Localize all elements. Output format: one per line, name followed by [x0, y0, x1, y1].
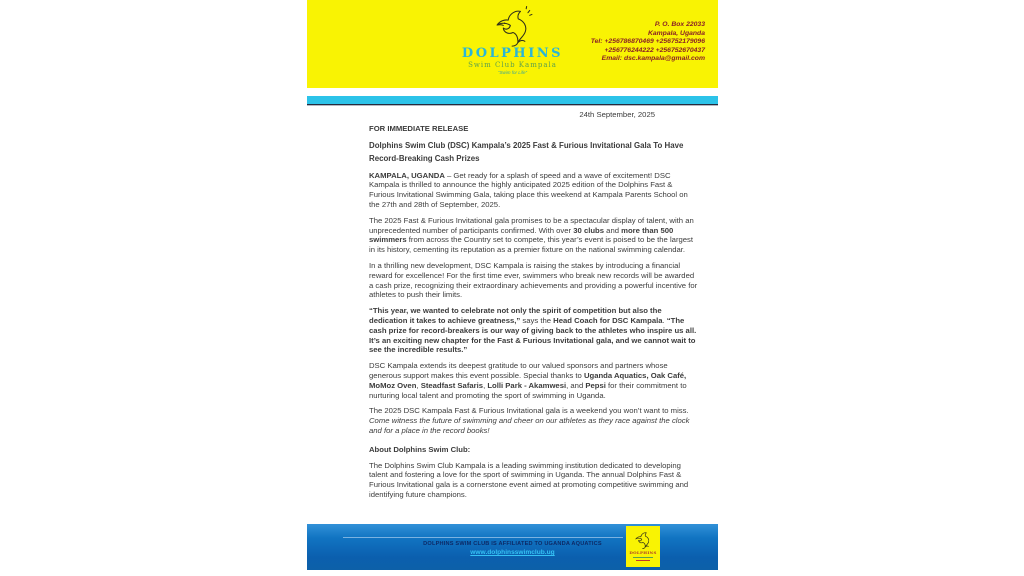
text-run: and [604, 225, 622, 235]
text-run: The 2025 Fast & Furious Invitational gala promises to be a spectacular display of talent, with an unprecedented number of participants confirmed. With over [369, 215, 694, 235]
text-run: Lolli Park - Akamwesi [487, 380, 567, 390]
logo-subtitle-text: Swim Club Kampala [468, 61, 557, 69]
text-run: 30 clubs [573, 225, 605, 235]
release-date: 24th September, 2025 [579, 110, 655, 119]
contact-info [591, 21, 705, 64]
contact-line: Tel: +256786870469 +256752179096 [590, 38, 705, 46]
footer-logo-badge [626, 526, 660, 567]
badge-brand-text: DOLPHINS [629, 550, 657, 555]
para-event-scale [369, 216, 700, 255]
badge-decoration-bar [636, 560, 650, 562]
para-closing [369, 406, 700, 435]
contact-line: P. O. Box 22033 [654, 21, 705, 28]
headline: Dolphins Swim Club (DSC) Kampala’s 2025 Fast & Furious Invitational Gala To Have Record-Breaking Cash Prizes [369, 140, 684, 163]
contact-line: Kampala, Uganda [647, 29, 705, 37]
contact-line: Email: dsc.kampala@gmail.com [601, 55, 705, 63]
text-run: Pepsi [585, 380, 606, 390]
para-about [369, 461, 700, 500]
badge-decoration-bar [633, 557, 653, 559]
text-run: Uganda Aquatics, Oak Café, MoMoz Oven [369, 370, 687, 390]
para-sponsors [369, 361, 700, 400]
para-cash-prize [369, 261, 700, 300]
header-gap [307, 88, 718, 96]
website-link[interactable]: www.dolphinsswimclub.ug [470, 549, 555, 556]
text-run: says the [520, 315, 554, 325]
text-run: , and [566, 380, 586, 390]
para-intro [369, 171, 700, 210]
text-run: – Get ready for a splash of speed and a wave of excitement! DSC Kampala is thrilled to announce the highly anticipated 2025 edition of the Dolphins Fast & Furious Invitational Swimming Gala, taking place this weekend at Kampala Parents School on the 27th and 28th of September, 2025. [369, 170, 688, 209]
text-run: “The cash prize for record-breakers is our way of giving back to the athletes who inspire us all. It’s an exciting new chapter for the Fast & Furious Invitational gala, and we cannot wait to see the incredible results.” [369, 315, 697, 355]
text-run: In a thrilling new development, DSC Kampala is raising the stakes by introducing a financial reward for excellence! For the first time ever, swimmers who break new records will be awarded a cash prize, recognizing their extraordinary achievements and providing a powerful incentive for athletes to push their limits. [369, 260, 698, 300]
cyan-divider-bar [307, 96, 718, 104]
text-run: Head Coach for DSC Kampala [553, 315, 663, 325]
text-run: “This year, we wanted to celebrate not only the spirit of competition but also the dedication it takes to achieve greatness,” [369, 306, 662, 325]
club-logo [428, 3, 598, 76]
text-run: , [483, 380, 488, 390]
press-release-document [307, 0, 718, 576]
release-label: FOR IMMEDIATE RELEASE [369, 123, 469, 133]
logo-tagline-text: “Swim for Life” [497, 70, 527, 75]
text-run: About Dolphins Swim Club: [369, 444, 471, 454]
about-heading [369, 445, 700, 455]
paragraphs-container [369, 171, 700, 500]
logo-brand-text: DOLPHINS [461, 46, 564, 61]
letterhead [307, 0, 718, 88]
text-run: , [416, 380, 421, 390]
dolphin-icon [633, 528, 653, 550]
text-run: Steadfast Safaris [420, 380, 484, 390]
affiliation-text: DOLPHINS SWIM CLUB IS AFFILIATED TO UGANDA AQUATICS [423, 541, 602, 547]
para-coach-quote [369, 306, 700, 355]
contact-line: +256776244222 +256752670437 [604, 46, 705, 54]
text-run: more than 500 swimmers [369, 225, 674, 245]
text-run: Come witness the future of swimming and cheer on our athletes as they race against the clock and for a place in the record books! [369, 416, 690, 435]
dolphin-icon [485, 3, 541, 47]
text-run: for their commitment to nurturing local talent and promoting the sport of swimming in Uganda. [369, 380, 687, 400]
press-release-body [307, 106, 718, 500]
footer-divider-line [343, 537, 623, 538]
text-run: . [662, 315, 667, 325]
text-run: DSC Kampala extends its deepest gratitude to our valued sponsors and partners whose generous support makes this event possible. Special thanks to [369, 361, 668, 380]
text-run: The Dolphins Swim Club Kampala is a leading swimming institution dedicated to developing talent and fostering a love for the sport of swimming in Uganda. The annual Dolphins Fast & Furious Invitational gala is a cornerstone event aimed at promoting competitive swimming and identifying future champions. [369, 460, 689, 499]
footer-band [307, 524, 718, 570]
text-run: KAMPALA, UGANDA [369, 170, 445, 180]
text-run: The 2025 DSC Kampala Fast & Furious Invitational gala is a weekend you won’t want to miss. [369, 406, 689, 416]
text-run: from across the Country set to compete, this year’s event is poised to be the largest in its history, cementing its reputation as a premier fixture on the national swimming calendar. [369, 235, 694, 255]
